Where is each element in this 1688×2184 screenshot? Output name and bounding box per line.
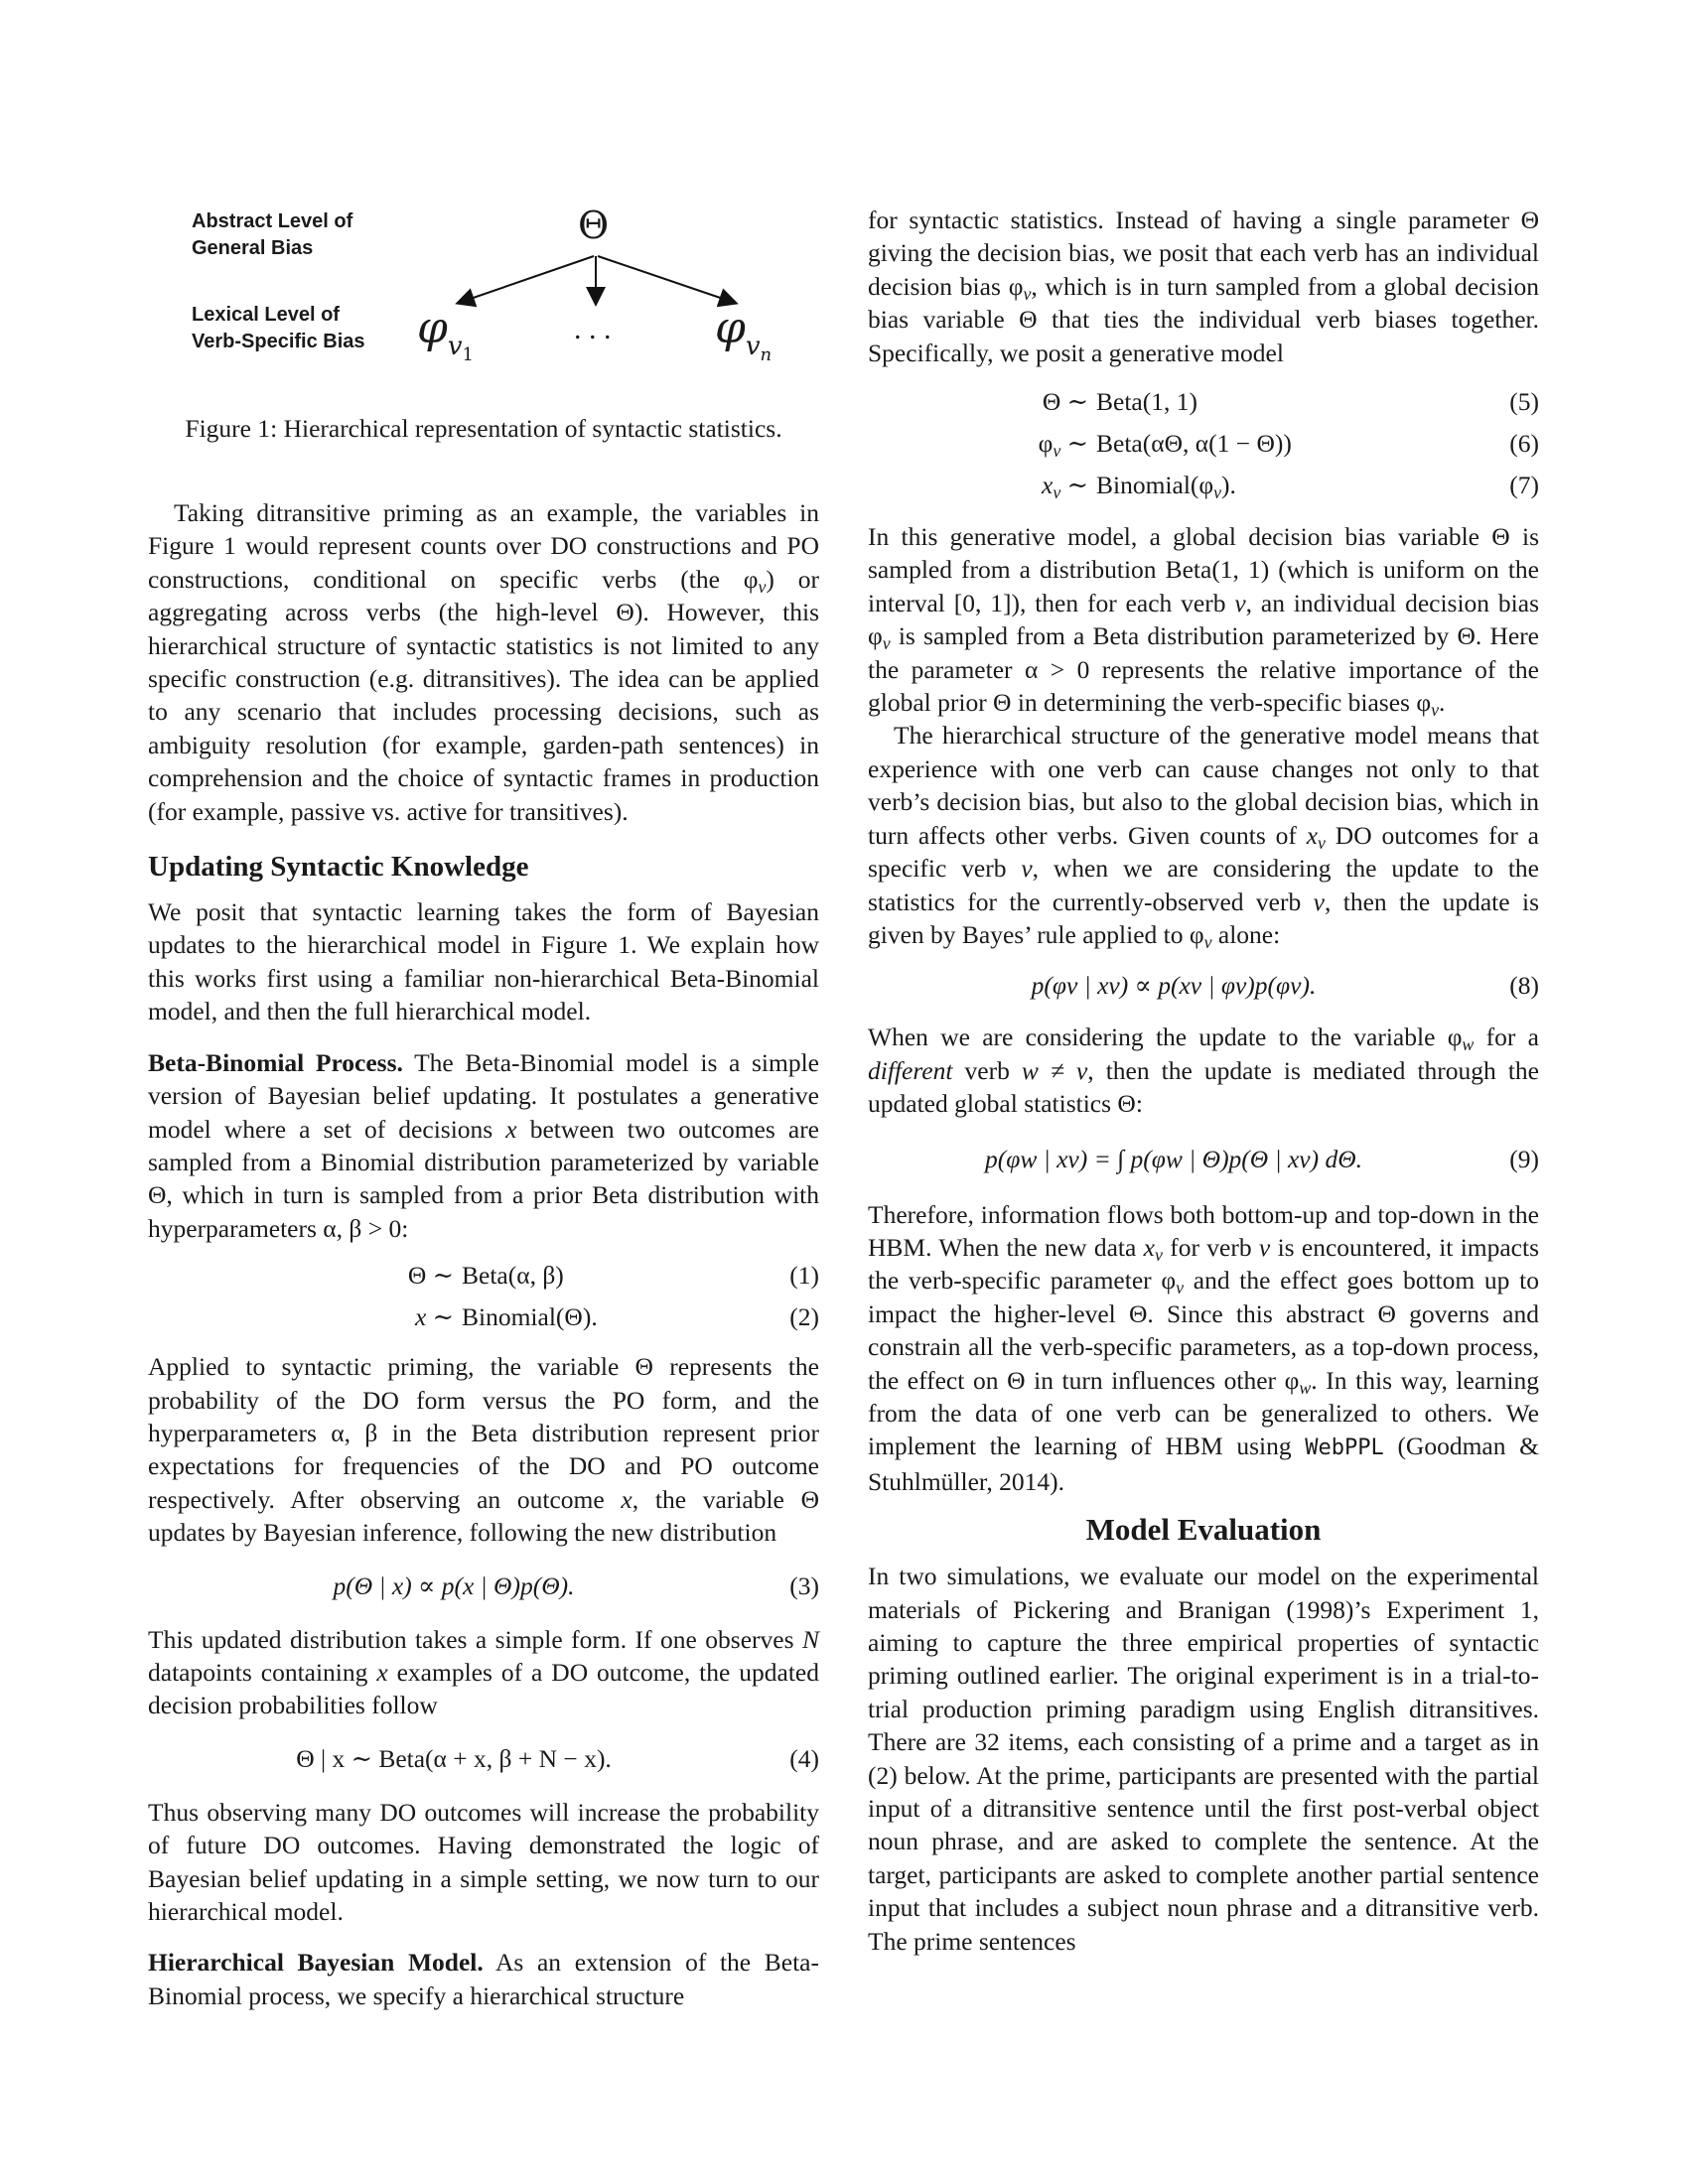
phi-symbol: φ xyxy=(715,303,746,353)
text-run: The hierarchical structure of the generative model means that experience with one verb can cause changes not only to that verb’s decision bias, but also to the global decision bias, which in turn affects other verbs. Given counts of xyxy=(868,721,1539,850)
section-heading-model-evaluation: Model Evaluation xyxy=(1085,1512,1322,1548)
eq-number: (9) xyxy=(1509,1144,1539,1173)
eq-lhs xyxy=(868,427,1088,461)
text-run: As an extension of the Beta-Binomial process, we specify a hierarchical structure xyxy=(148,1948,819,2010)
equations-1-2 xyxy=(148,1259,819,1334)
phi-sub-v: v xyxy=(447,332,463,361)
subscript: v xyxy=(1154,1244,1163,1265)
text-run: The Beta-Binomial model is a simple version of Bayesian belief updating. It postulates a generative model where a set of decisions xyxy=(148,1047,819,1144)
subscript: v xyxy=(882,633,891,654)
subscript: v xyxy=(1053,482,1061,503)
paragraph-hbm xyxy=(148,1946,819,2012)
eq-body: p(Θ | x) ∝ p(x | Θ)p(Θ). xyxy=(333,1570,575,1600)
subscript: v xyxy=(1203,931,1212,952)
paragraph-posit: We posit that syntactic learning takes the form of Bayesian updates to the hierarchical model in Figure 1. We explain how this works first using a familiar non-hierarchical Beta-Binomial model, and then the full hierarchical model. xyxy=(148,897,819,1026)
text-run: Taking ditransitive priming as an example, the variables in Figure 1 would represent counts over DO constructions and PO constructions, conditional on specific verbs (the φ xyxy=(148,498,819,594)
subscript: w xyxy=(1462,1034,1475,1055)
figure-caption: Figure 1: Hierarchical representation of syntactic statistics. xyxy=(185,414,782,443)
phi-symbol: φ xyxy=(1038,429,1054,459)
eq-number: (3) xyxy=(789,1570,819,1600)
text-run: alone: xyxy=(1211,919,1281,949)
paragraph-beta-binomial xyxy=(148,1046,819,1245)
arrow-right xyxy=(598,256,735,303)
eq-rhs: Binomial(Θ). xyxy=(462,1302,598,1332)
text-run: for syntactic statistics. Instead of having a single parameter Θ giving the decision bias, we posit that each verb has an individual decision bias φ xyxy=(868,205,1539,301)
emphasis: different xyxy=(868,1055,953,1085)
paragraph-hierarchical-structure xyxy=(868,719,1539,951)
text-run: . In this way, learning from the data of one verb can be generalized to others. We implement the learning of HBM using xyxy=(868,1365,1539,1461)
eq-number: (2) xyxy=(789,1302,819,1332)
eq-lhs: Θ ∼ xyxy=(1042,387,1088,417)
spacer xyxy=(148,1928,819,1946)
text-run: Binomial(φ xyxy=(1096,471,1214,500)
equation-8-block xyxy=(868,969,1539,1003)
var-N: N xyxy=(801,1624,819,1654)
text-run: for a xyxy=(1474,1023,1539,1052)
text-run: . xyxy=(1438,688,1446,718)
text-run: Applied to syntactic priming, the variable Θ represents the probability of the DO form versus the PO form, and the hyperparameters α, β in the Beta distribution represent prior expectations for frequencies of the DO and PO outcome respectively. After observing an outcome xyxy=(148,1352,819,1514)
spacer xyxy=(148,1028,819,1046)
eq-rhs: Beta(αΘ, α(1 − Θ)) xyxy=(1096,429,1292,459)
var-x: x xyxy=(505,1114,517,1144)
eq-number: (5) xyxy=(1509,387,1539,417)
paragraph-thus: Thus observing many DO outcomes will increase the probability of future DO outcomes. Having demonstrated the logic of Bayesian belief updating in a simple setting, we now turn to our hierarchical model. xyxy=(148,1797,819,1926)
text-run: , which is in turn sampled from a global decision bias variable Θ that ties the individual verb biases together. Specifically, we posit a generative model xyxy=(868,271,1539,367)
eq-number: (6) xyxy=(1509,429,1539,459)
paragraph-head: Hierarchical Bayesian Model. xyxy=(148,1948,484,1978)
label-lexical-line-1: Lexical Level of xyxy=(192,304,340,326)
text-run: between two outcomes are sampled from a Binomial distribution parameterized by variable Θ, which in turn is sampled from a prior Beta distribution with hyperparameters α, β > 0: xyxy=(148,1114,819,1243)
node-ellipsis: . . . xyxy=(574,313,612,345)
paragraph-therefore xyxy=(868,1198,1539,1499)
subscript: v xyxy=(1053,441,1061,462)
eq-body: Θ | x ∼ Beta(α + x, β + N − x). xyxy=(296,1743,612,1773)
node-phi-vn xyxy=(715,303,772,365)
subscript: w xyxy=(1299,1377,1312,1398)
eq-lhs: x ∼ xyxy=(414,1302,454,1332)
text-run: ) or aggregating across verbs (the high-level Θ). However, this hierarchical structure of syntactic statistics is not limited to any specific construction (e.g. ditransitives). The idea can be applied to any scenario that includes processing decisions, such as ambiguity resolution (for example, garden-path sentences) in comprehension and the choice of syntactic frames in production (for example, passive vs. active for transitives). xyxy=(148,564,819,826)
subscript: v xyxy=(1431,700,1439,721)
text-run: , then the update is given by Bayes’ rule applied to φ xyxy=(868,887,1539,949)
eq-rhs: Beta(1, 1) xyxy=(1096,387,1197,417)
eq-number: (8) xyxy=(1509,971,1539,1001)
eq-lhs xyxy=(868,469,1088,502)
text-run: verb xyxy=(952,1055,1022,1085)
equation-4 xyxy=(148,1742,819,1776)
eq-number: (1) xyxy=(789,1261,819,1291)
paragraph-head: Beta-Binomial Process. xyxy=(148,1047,403,1077)
arrow-left xyxy=(459,256,594,303)
equation-3-block xyxy=(148,1570,819,1603)
node-phi-v1 xyxy=(417,303,474,365)
equation-4-block xyxy=(148,1742,819,1776)
text-run: is sampled from a Beta distribution parameterized by Θ. Here the parameter α > 0 represents the relative importance of the global prior Θ in determining the verb-specific biases φ xyxy=(868,621,1539,718)
text-run: , the variable Θ updates by Bayesian inference, following the new distribution xyxy=(148,1484,820,1548)
eq-rhs: Beta(α, β) xyxy=(462,1261,564,1291)
var-x: x xyxy=(1306,820,1319,850)
paragraph-applied xyxy=(148,1350,819,1549)
equations-5-7 xyxy=(868,385,1539,502)
eq-number: (4) xyxy=(789,1743,819,1773)
phi-sub-v: v xyxy=(745,332,761,361)
code-webppl: WebPPL xyxy=(1305,1435,1384,1461)
label-abstract-line-1: Abstract Level of xyxy=(192,210,353,232)
paragraph-updated-distribution xyxy=(148,1623,819,1722)
var-x: x xyxy=(621,1484,633,1514)
paragraph-two-simulations: In two simulations, we evaluate our model on the experimental materials of Pickering and Branigan (1998)’s Experiment 1, aiming to capture the three empirical properties of syntactic priming outlined earlier. The original experiment is in a trial-to-trial production priming paradigm using English ditransitives. There are 32 items, each consisting of a prime and a target as in (2) below. At the prime, participants are presented with the partial input of a ditransitive sentence until the first post-verbal object noun phrase, and are asked to complete the sentence. At the target, participants are asked to complete another partial sentence input that includes a subject noun phrase and a ditransitive verb. The prime sentences xyxy=(868,1562,1539,1956)
var-v: v xyxy=(1258,1232,1271,1262)
subscript: v xyxy=(1318,832,1326,853)
paragraph-different-verb xyxy=(868,1021,1539,1120)
section-heading-updating: Updating Syntactic Knowledge xyxy=(148,851,529,884)
eq-lhs: Θ ∼ xyxy=(407,1261,454,1291)
text-run: (Goodman & Stuhlmüller, 2014). xyxy=(868,1432,1539,1496)
var-v: v xyxy=(1021,854,1033,884)
text-run: , an individual decision bias φ xyxy=(868,588,1540,651)
text-run: datapoints containing xyxy=(148,1657,377,1687)
equation-9-block xyxy=(868,1143,1539,1176)
subscript: v xyxy=(1023,283,1032,304)
text-run: ). xyxy=(1221,471,1236,500)
equation-6 xyxy=(868,427,1539,461)
var-x: x xyxy=(376,1657,388,1687)
equation-2 xyxy=(148,1300,819,1334)
equation-3 xyxy=(148,1570,819,1603)
equation-9 xyxy=(868,1143,1539,1176)
text-run: is encountered, it impacts the verb-specific parameter φ xyxy=(868,1232,1540,1296)
paragraph-for-syntactic xyxy=(868,204,1539,369)
var-v: v xyxy=(1234,588,1246,617)
equation-5 xyxy=(868,385,1539,419)
text-run: This updated distribution takes a simple form. If one observes xyxy=(148,1624,802,1654)
right-column xyxy=(868,204,1539,1958)
label-abstract-line-2: General Bias xyxy=(192,237,314,259)
subscript: v xyxy=(1176,1278,1185,1298)
tilde: ∼ xyxy=(1060,471,1088,500)
eq-body: p(φw | xv) = ∫ p(φw | Θ)p(Θ | xv) dΘ. xyxy=(984,1144,1363,1173)
phi-sub-1: 1 xyxy=(462,344,474,365)
equation-1 xyxy=(148,1259,819,1293)
node-theta: Θ xyxy=(578,204,610,247)
text-run: , when we are considering the update to the statistics for the currently-observed verb xyxy=(868,854,1539,916)
equation-8 xyxy=(868,969,1539,1003)
tilde: ∼ xyxy=(1060,429,1088,459)
label-lexical-line-2: Verb-Specific Bias xyxy=(192,331,365,352)
subscript: v xyxy=(758,576,767,597)
eq-number: (7) xyxy=(1509,471,1539,500)
phi-symbol: φ xyxy=(417,303,448,353)
paragraph-generative-model xyxy=(868,520,1539,719)
text-run: for verb xyxy=(1162,1232,1259,1262)
text-run: DO outcomes for a specific verb xyxy=(868,820,1539,884)
eq-body: p(φv | xv) ∝ p(xv | φv)p(φv). xyxy=(1031,971,1317,1001)
var-w-neq-v: w ≠ v xyxy=(1021,1055,1088,1085)
text-run: In this generative model, a global decision bias variable Θ is sampled from a distribution Beta(1, 1) (which is uniform on the interval [0, 1]), then for each verb xyxy=(868,522,1539,617)
text-run: , then the update is mediated through the updated global statistics Θ: xyxy=(868,1055,1539,1119)
left-column xyxy=(148,496,819,2012)
text-run: Therefore, information flows both bottom-up and top-down in the HBM. When the new data xyxy=(868,1199,1539,1262)
eq-rhs xyxy=(1096,469,1236,502)
text-run: examples of a DO outcome, the updated decision probabilities follow xyxy=(148,1657,819,1720)
paragraph-ditransitive xyxy=(148,496,819,828)
var-x: x xyxy=(1143,1232,1155,1262)
phi-sub-n: n xyxy=(760,344,773,365)
var-v: v xyxy=(1313,887,1325,916)
text-run: and the effect goes bottom up to impact the higher-level Θ. Since this abstract Θ governs and constrain all the verb-specific parameters, as a top-down process, the effect on Θ in turn influences other φ xyxy=(868,1266,1539,1395)
var-x: x xyxy=(1042,471,1054,500)
subscript: v xyxy=(1213,482,1222,503)
text-run: When we are considering the update to the variable φ xyxy=(868,1023,1463,1052)
equation-7 xyxy=(868,469,1539,502)
